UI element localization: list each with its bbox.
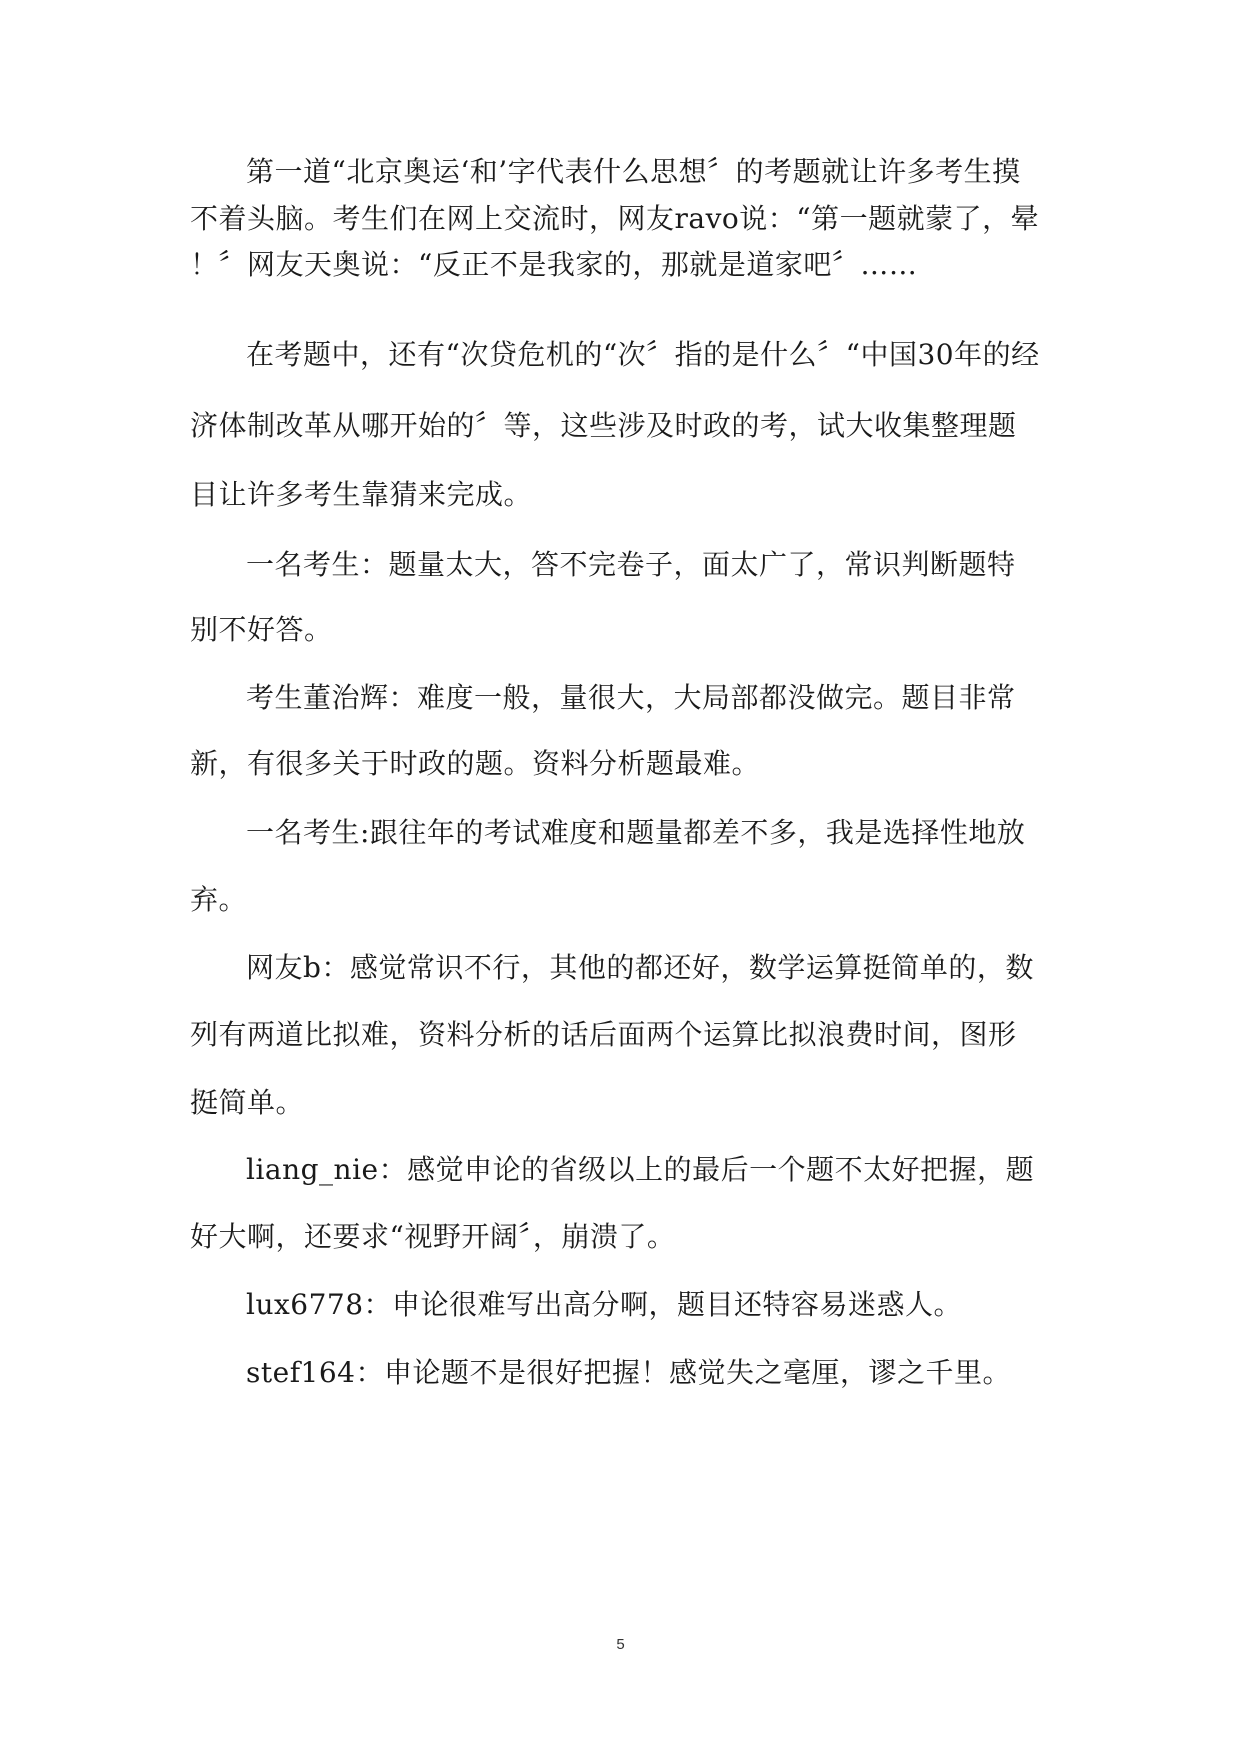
- text-line: 列有两道比拟难，资料分析的话后面两个运算比拟浪费时间，图形: [190, 1018, 1017, 1051]
- text-line: stef164：申论题不是很好把握！感觉失之毫厘，谬之千里。: [246, 1356, 1012, 1389]
- text-line: 不着头脑。考生们在网上交流时，网友ravo说：“第一题就蒙了，晕: [190, 202, 1040, 235]
- text-line: 新，有很多关于时政的题。资料分析题最难。: [190, 747, 761, 780]
- text-line: 弃。: [190, 883, 248, 916]
- text-line: 一名考生：题量太大，答不完卷子，面太广了，常识判断题特: [246, 548, 1016, 581]
- text-line: 一名考生:跟往年的考试难度和题量都差不多，我是选择性地放: [246, 816, 1026, 849]
- text-line: 挺简单。: [190, 1086, 305, 1119]
- text-line: liang_nie：感觉申论的省级以上的最后一个题不太好把握，题: [246, 1153, 1035, 1186]
- text-line: ！〞网友天奥说：“反正不是我家的，那就是道家吧〞……: [190, 248, 918, 281]
- text-line: 在考题中，还有“次贷危机的“次〞指的是什么〞“中国30年的经: [246, 338, 1040, 371]
- text-line: lux6778：申论很难写出高分啊，题目还特容易迷惑人。: [246, 1288, 963, 1321]
- text-line: 目让许多考生靠猜来完成。: [190, 478, 533, 511]
- text-line: 考生董治辉：难度一般，量很大，大局部都没做完。题目非常: [246, 681, 1016, 714]
- page-number: 5: [616, 1636, 625, 1653]
- text-line: 别不好答。: [190, 613, 333, 646]
- text-line: 网友b：感觉常识不行，其他的都还好，数学运算挺简单的，数: [246, 951, 1034, 984]
- text-line: 第一道“北京奥运‘和’字代表什么思想〞的考题就让许多考生摸: [246, 155, 1021, 188]
- text-line: 济体制改革从哪开始的〞等，这些涉及时政的考，试大收集整理题: [190, 409, 1017, 442]
- text-line: 好大啊，还要求“视野开阔〞，崩溃了。: [190, 1220, 676, 1253]
